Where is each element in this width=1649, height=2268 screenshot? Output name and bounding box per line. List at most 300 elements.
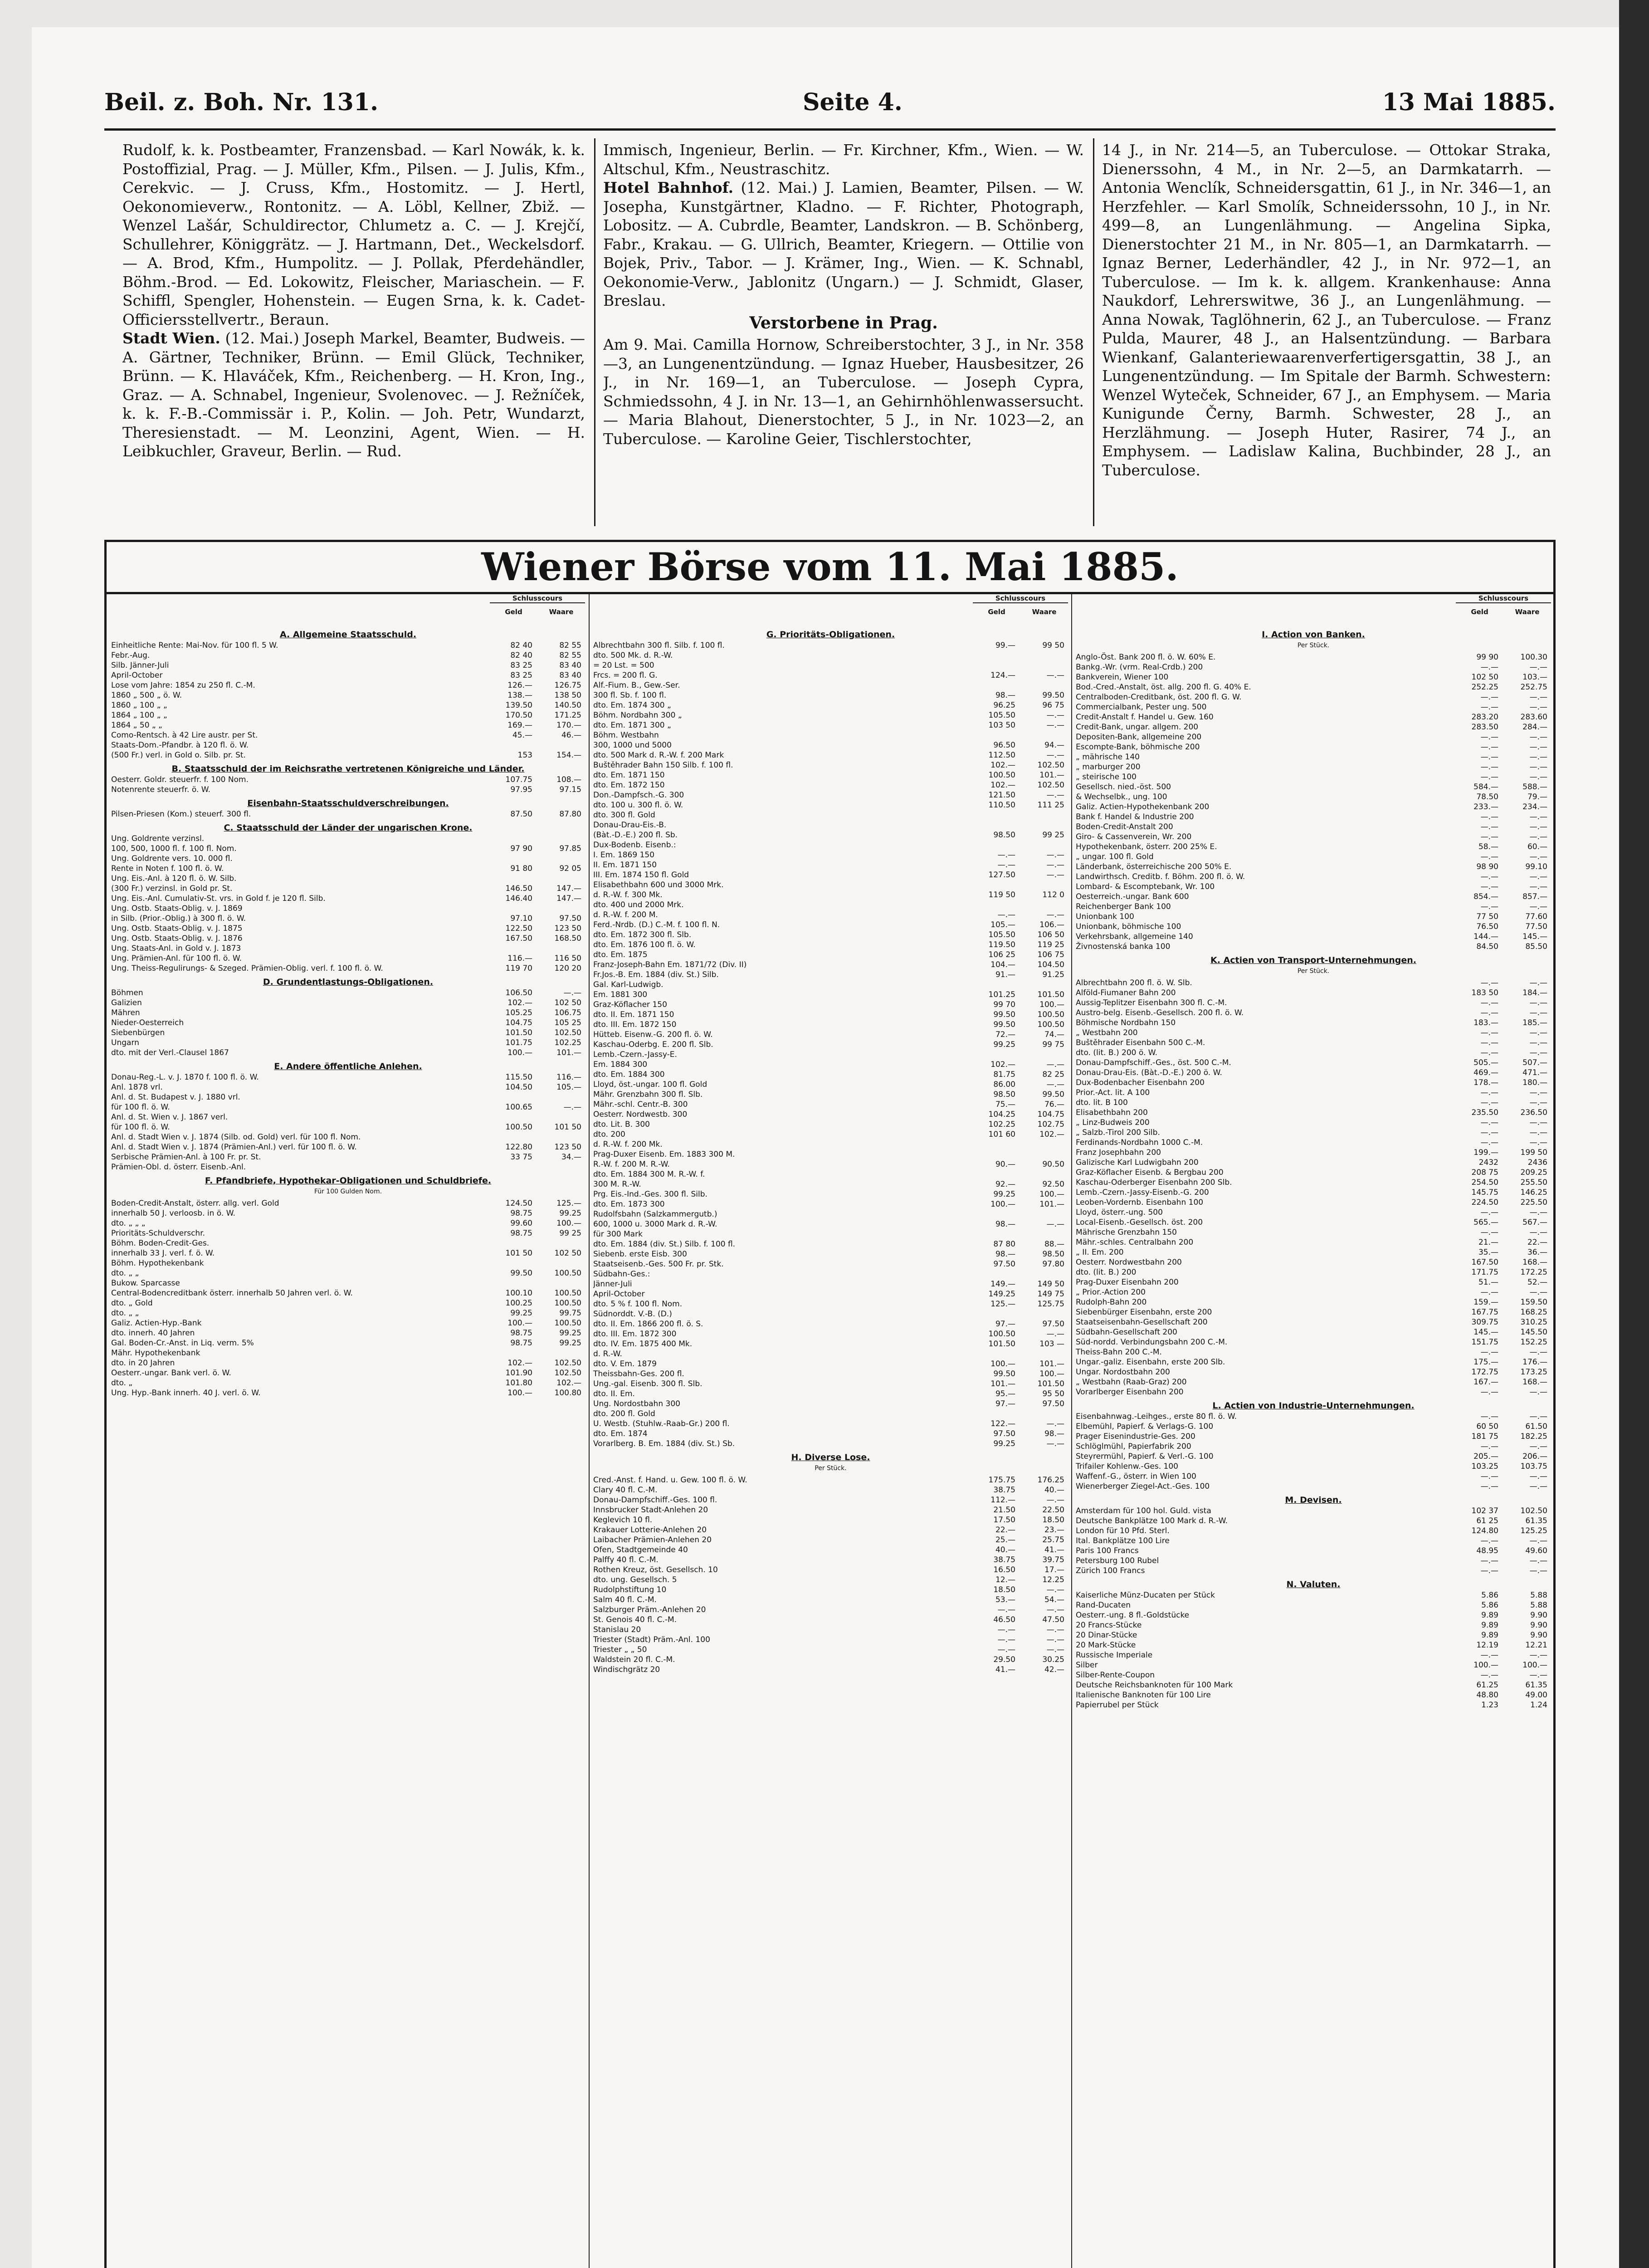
section-subtitle: Für 100 Gulden Nom. xyxy=(314,1188,382,1195)
security-name: Reichenberger Bank 100 xyxy=(1076,902,1171,911)
waare-value xyxy=(1019,1169,1068,1179)
security-name: Schlöglmühl, Papierfabrik 200 xyxy=(1076,1442,1191,1451)
table-row xyxy=(1076,1198,1551,1207)
geld-value: —.— xyxy=(1480,1088,1498,1097)
section-title: N. Valuten. xyxy=(1286,1579,1341,1589)
schlusscours-header: Schlusscours xyxy=(973,594,1068,603)
table-row xyxy=(593,1020,1068,1030)
waare-value: —.— xyxy=(1529,733,1547,742)
security-name: Ung. Prämien-Anl. für 100 fl. ö. W. xyxy=(111,954,242,963)
geld-value: 199.— xyxy=(1473,1148,1498,1157)
security-name: Central-Bodencreditbank österr. innerhalb 50 Jahren verl. ö. W. xyxy=(111,1289,353,1298)
security-name: Einheitliche Rente: Mai-Nov. für 100 fl. 5 W. xyxy=(111,641,278,650)
table-row xyxy=(111,670,585,680)
table-row xyxy=(593,1379,1068,1389)
table-row xyxy=(1076,1377,1551,1387)
geld-value: 17.50 xyxy=(993,1515,1015,1525)
geld-value: —.— xyxy=(1480,872,1498,881)
waare-value: 112 0 xyxy=(1042,890,1064,899)
table-row xyxy=(593,1349,1068,1359)
geld-value: —.— xyxy=(1480,978,1498,987)
geld-value: 102 50 xyxy=(1471,673,1498,682)
table-row xyxy=(1076,1546,1551,1556)
table-row xyxy=(1076,1018,1551,1028)
geld-value: —.— xyxy=(1480,998,1498,1007)
security-name: Trifailer Kohlenw.-Ges. 100 xyxy=(1076,1462,1178,1471)
table-row xyxy=(593,1409,1068,1419)
waare-value: —.— xyxy=(1046,1496,1064,1505)
waare-value: 116.— xyxy=(556,1073,581,1082)
geld-value: 100.50 xyxy=(505,1123,532,1132)
geld-value: 139.50 xyxy=(505,701,532,710)
security-name: Papierrubel per Stück xyxy=(1076,1701,1159,1710)
waare-value xyxy=(536,1278,585,1288)
table-row xyxy=(111,1048,585,1058)
waare-value: 22.— xyxy=(1527,1238,1547,1247)
geld-value: 144.— xyxy=(1473,932,1498,941)
table-row xyxy=(1076,862,1551,872)
geld-value: 138.— xyxy=(507,691,532,700)
waare-value: 180.— xyxy=(1522,1078,1547,1087)
geld-value: 78.50 xyxy=(1476,792,1498,802)
waare-value: 17.— xyxy=(1044,1565,1064,1574)
table-row xyxy=(593,1665,1068,1675)
table-row xyxy=(1076,1118,1551,1128)
security-name: Prag-Duxer Eisenb. Em. 1883 300 M. xyxy=(593,1150,735,1159)
security-name: R.-W. f. 200 M. R.-W. xyxy=(593,1160,670,1169)
security-name: dto. II. Em. xyxy=(593,1389,635,1398)
table-row xyxy=(1076,1367,1551,1377)
geld-value: 181 75 xyxy=(1471,1432,1498,1441)
security-name: „ Prior.-Action 200 xyxy=(1076,1288,1146,1297)
table-row xyxy=(1076,902,1551,912)
security-name: Bukow. Sparcasse xyxy=(111,1279,180,1288)
geld-value: 98.75 xyxy=(510,1209,532,1218)
waare-value: —.— xyxy=(1529,663,1547,672)
table-row xyxy=(593,1475,1068,1485)
waare-value: 95 50 xyxy=(1042,1389,1064,1398)
security-name: 300 M. R.-W. xyxy=(593,1180,641,1189)
waare-value: —.— xyxy=(1529,703,1547,712)
security-name: Alföld-Fiumaner Bahn 200 xyxy=(1076,988,1176,997)
schlusscours-header: Schlusscours xyxy=(1456,594,1551,603)
waare-value: 105.— xyxy=(556,1083,581,1092)
waare-value: 168.— xyxy=(1522,1378,1547,1387)
geld-value: —.— xyxy=(1480,1008,1498,1017)
security-name: Prager Eisenindustrie-Ges. 200 xyxy=(1076,1432,1195,1441)
waare-value: 310.25 xyxy=(1520,1318,1547,1327)
geld-header: Geld xyxy=(1471,608,1488,616)
security-name: Landwirthsch. Creditb. f. Böhm. 200 fl. ö. W. xyxy=(1076,872,1245,881)
waare-value xyxy=(536,1132,585,1142)
geld-value: 100.10 xyxy=(505,1289,532,1298)
waare-value: —.— xyxy=(1529,998,1547,1007)
waare-value: —.— xyxy=(1046,791,1064,800)
waare-value: 102.50 xyxy=(1037,781,1064,790)
security-name: Donau-Drau-Eis.-B. xyxy=(593,821,667,830)
geld-value: 116.— xyxy=(507,954,532,963)
table-row xyxy=(593,1359,1068,1369)
waare-value xyxy=(536,854,585,864)
table-column-divider xyxy=(1071,594,1072,2268)
geld-value: 9.89 xyxy=(1481,1621,1498,1630)
security-name: Paris 100 Francs xyxy=(1076,1546,1139,1555)
table-row xyxy=(111,874,585,884)
table-row xyxy=(593,1605,1068,1615)
table-row xyxy=(1076,1287,1551,1297)
waare-value: 102.50 xyxy=(1520,1506,1547,1515)
security-name: Nieder-Oesterreich xyxy=(111,1018,184,1027)
table-row xyxy=(1076,712,1551,722)
waare-value: 102.50 xyxy=(554,1359,581,1368)
table-row xyxy=(593,1040,1068,1050)
table-row xyxy=(593,1199,1068,1209)
waare-value: —.— xyxy=(1529,1671,1547,1680)
security-name: Galiz. Actien-Hyp.-Bank xyxy=(111,1319,202,1328)
geld-value: 167.50 xyxy=(505,934,532,943)
security-name: dto. 200 fl. Gold xyxy=(593,1409,655,1418)
section-title: C. Staatsschuld der Länder der ungarischen Krone. xyxy=(224,823,473,833)
geld-value: —.— xyxy=(1480,1098,1498,1107)
security-name: Ung. Theiss-Regulirungs- & Szeged. Prämien-Oblig. verl. f. 100 fl. ö. W. xyxy=(111,964,383,973)
geld-value: —.— xyxy=(1480,733,1498,742)
security-name: (Bàt.-D.-E.) 200 fl. Sb. xyxy=(593,831,678,840)
geld-value: —.— xyxy=(997,860,1015,870)
security-name: Ofen, Stadtgemeinde 40 xyxy=(593,1545,688,1554)
waare-value: 168.— xyxy=(1522,1258,1547,1267)
security-name: Boden-Credit-Anstalt, österr. allg. verl. Gold xyxy=(111,1199,279,1208)
security-name: Vorarlberger Eisenbahn 200 xyxy=(1076,1388,1184,1397)
geld-value: 105.25 xyxy=(505,1008,532,1017)
geld-value: 82 40 xyxy=(510,651,532,660)
table-row xyxy=(1076,932,1551,942)
section-title: K. Actien von Transport-Unternehmungen. xyxy=(1210,955,1416,965)
header-page-number: Seite 4. xyxy=(803,88,903,116)
geld-value: —.— xyxy=(1480,852,1498,861)
geld-value: 102.— xyxy=(507,998,532,1007)
waare-value: —.— xyxy=(1529,872,1547,881)
waare-value: 125.— xyxy=(556,1199,581,1208)
geld-value: —.— xyxy=(1480,1138,1498,1147)
security-name: Franz Josephbahn 200 xyxy=(1076,1148,1161,1157)
security-name: Buštěhrader Eisenbahn 500 C.-M. xyxy=(1076,1038,1205,1047)
table-row xyxy=(1076,1600,1551,1610)
waare-value: 40.— xyxy=(1044,1486,1064,1495)
security-name: Staats-Dom.-Pfandbr. à 120 fl. ö. W. xyxy=(111,741,249,750)
table-row xyxy=(1076,1700,1551,1710)
security-name: Graz-Köflacher Eisenb. & Bergbau 200 xyxy=(1076,1168,1224,1177)
deaths-text: 14 J., in Nr. 214—5, an Tuberculose. — Ottokar Straka, Dienerssohn, 4 M., in Nr. 2—5, an Darmkatarrh. — Antonia Wenclík, Schneidersgattin, 61 J., in Nr. 346—1, an Herzfehler. — Karl Smolík, Schneiderssohn, 10 J., in Nr. 499—8, an Lungenlähmung. — Angelina Sipka, Dienerstochter 21 M., in Nr. 805—1, an Darmkatarrh. — Ignaz Berner, Lederhändler, 42 J., in Nr. 972—1, an Tuberculose. — Im k. k. allgem. Krankenhause: Anna Naukdorf, Lehrerswitwe, 36 J., an Lungenlähmung. — Anna Nowak, Taglöhnerin, 62 J., an Tuberculose. — Franz Pulda, Maurer, 48 J., an Halsentzündung. — Barbara Wienkanf, Galanteriewaarenverfertigersgattin, 38 J., an Lungenentzündung. — Im Spitale der Barmh. Schwestern: Wenzel Wyteček, Schneider, 67 J., an Emphysem. — Maria Kunigunde Černy, Barmh. Schwester, 28 J., an Herzlähmung. — Joseph Huter, Rasirer, 74 J., an Emphysem. — Ladislaw Kalina, Buchbinder, 28 J., an Tuberculose. xyxy=(1102,141,1551,479)
table-row xyxy=(111,1278,585,1288)
security-name: St. Genois 40 fl. C.-M. xyxy=(593,1615,677,1624)
geld-value: 175.— xyxy=(1473,1358,1498,1367)
security-name: dto. Em. 1871 150 xyxy=(593,771,665,780)
table-row xyxy=(1076,1357,1551,1367)
table-row xyxy=(593,710,1068,720)
waare-value: 147.— xyxy=(556,884,581,893)
table-row xyxy=(593,890,1068,900)
geld-value xyxy=(487,1092,536,1102)
table-row xyxy=(593,1505,1068,1515)
geld-value: 283.50 xyxy=(1471,723,1498,732)
geld-value: —.— xyxy=(1480,1566,1498,1575)
waare-value: 92.50 xyxy=(1042,1180,1064,1189)
waare-value: —.— xyxy=(1046,870,1064,880)
table-row xyxy=(593,750,1068,760)
waare-value: 99 25 xyxy=(559,1229,581,1238)
security-name: Lloyd, öst.-ungar. 100 fl. Gold xyxy=(593,1080,707,1089)
geld-value: 98.— xyxy=(995,1220,1015,1229)
header-left: Beil. z. Boh. Nr. 131. xyxy=(104,88,379,116)
geld-value: 101.75 xyxy=(505,1038,532,1047)
security-name: dto. III. Em. 1872 150 xyxy=(593,1020,677,1029)
table-row xyxy=(1076,872,1551,882)
section-subtitle: Per Stück. xyxy=(815,1465,847,1472)
waare-value xyxy=(536,1162,585,1172)
table-row xyxy=(593,1319,1068,1329)
security-name: Wienerberger Ziegel-Act.-Ges. 100 xyxy=(1076,1482,1210,1491)
geld-value: —.— xyxy=(1480,882,1498,891)
security-name: Dux-Bodenb. Eisenb.: xyxy=(593,841,676,850)
security-name: Ung. Ostb. Staats-Oblig. v. J. 1876 xyxy=(111,934,243,943)
table-row xyxy=(593,1269,1068,1279)
geld-value: 48.80 xyxy=(1476,1691,1498,1700)
security-name: Ferd.-Nrdb. (D.) C.-M. f. 100 fl. N. xyxy=(593,920,720,929)
security-name: Donau-Dampfschiff.-Ges., öst. 500 C.-M. xyxy=(1076,1058,1231,1067)
geld-value: 87.50 xyxy=(510,810,532,819)
table-row xyxy=(593,1525,1068,1535)
geld-value xyxy=(970,1269,1019,1279)
geld-value: 83 25 xyxy=(510,661,532,670)
geld-value: 235.50 xyxy=(1471,1108,1498,1117)
security-name: Prioritäts-Schuldverschr. xyxy=(111,1229,205,1238)
table-row xyxy=(111,650,585,660)
table-row xyxy=(593,800,1068,810)
table-row xyxy=(111,1338,585,1348)
table-row xyxy=(111,690,585,700)
waare-value: —.— xyxy=(1529,1412,1547,1421)
geld-value: 99.50 xyxy=(993,1020,1015,1029)
waare-value: —.— xyxy=(1529,1228,1547,1237)
table-row xyxy=(593,1515,1068,1525)
geld-value: 92.— xyxy=(995,1180,1015,1189)
geld-value: 21.— xyxy=(1478,1238,1498,1247)
table-row xyxy=(1076,722,1551,732)
security-name: dto. (lit. B.) 200 xyxy=(1076,1268,1137,1277)
geld-value: —.— xyxy=(1480,1348,1498,1357)
geld-value xyxy=(970,660,1019,670)
security-name: Ung. Nordostbahn 300 xyxy=(593,1399,680,1408)
waare-value: —.— xyxy=(1529,1028,1547,1037)
table-row xyxy=(111,1208,585,1218)
table-row xyxy=(1076,1536,1551,1546)
table-row xyxy=(1076,1038,1551,1048)
table-row xyxy=(111,884,585,894)
table-row xyxy=(1076,842,1551,852)
waare-value: 100.50 xyxy=(554,1299,581,1308)
waare-value: 234.— xyxy=(1522,802,1547,811)
table-row xyxy=(593,1299,1068,1309)
table-row xyxy=(593,900,1068,910)
waare-value: 18.50 xyxy=(1042,1515,1064,1525)
waare-value: 159.50 xyxy=(1520,1298,1547,1307)
section-title: B. Staatsschuld der im Reichsrathe vertretenen Königreiche und Länder. xyxy=(171,764,525,774)
security-name: London für 10 Pfd. Sterl. xyxy=(1076,1526,1170,1535)
security-name: dto. Em. 1871 300 „ xyxy=(593,721,671,730)
security-name: dto. II. Em. 1866 200 fl. ö. S. xyxy=(593,1320,703,1329)
security-name: dto. „ „ xyxy=(111,1269,139,1278)
waare-value: 12.25 xyxy=(1042,1575,1064,1584)
waare-value: 83 40 xyxy=(559,671,581,680)
waare-value: —.— xyxy=(1046,751,1064,760)
table-row xyxy=(1076,978,1551,988)
geld-value: 99.25 xyxy=(993,1190,1015,1199)
waare-value: 138 50 xyxy=(554,691,581,700)
table-row xyxy=(111,953,585,963)
security-name: Donau-Dampfschiff.-Ges. 100 fl. xyxy=(593,1496,717,1505)
waare-value: —.— xyxy=(1529,1138,1547,1147)
security-name: dto. IV. Em. 1875 400 Mk. xyxy=(593,1339,693,1349)
geld-value: 97.50 xyxy=(993,1260,1015,1269)
waare-value: 100.50 xyxy=(554,1319,581,1328)
table-row xyxy=(111,1358,585,1368)
waare-value: —.— xyxy=(1529,882,1547,891)
geld-value: 105.50 xyxy=(988,930,1015,939)
geld-value: 104.75 xyxy=(505,1018,532,1027)
security-name: dto. III. Em. 1872 300 xyxy=(593,1330,677,1339)
geld-value xyxy=(487,1112,536,1122)
header-date: 13 Mai 1885. xyxy=(1382,88,1556,116)
table-row xyxy=(1076,1188,1551,1198)
waare-value: 102.25 xyxy=(554,1038,581,1047)
waare-value: 9.90 xyxy=(1530,1621,1547,1630)
security-name: Amsterdam für 100 hol. Guld. vista xyxy=(1076,1506,1211,1515)
table-row xyxy=(1076,1680,1551,1690)
security-name: Buštěhrader Bahn 150 Silb. f. 100 fl. xyxy=(593,761,733,770)
geld-value: 99.50 xyxy=(993,1010,1015,1019)
news-column-2 xyxy=(603,141,1084,522)
waare-value: 236.50 xyxy=(1520,1108,1547,1117)
table-row xyxy=(593,1030,1068,1040)
waare-value: 101 50 xyxy=(554,1123,581,1132)
security-name: Donau-Reg.-L. v. J. 1870 f. 100 fl. ö. W. xyxy=(111,1073,259,1082)
waare-value: 25.75 xyxy=(1042,1535,1064,1545)
table-row xyxy=(593,1229,1068,1239)
security-name: „ Westbahn (Raab-Graz) 200 xyxy=(1076,1378,1187,1387)
waare-value: 103.— xyxy=(1522,673,1547,682)
security-name: Böhm. Nordbahn 300 „ xyxy=(593,711,682,720)
security-name: dto. Em. 1872 300 fl. Slb. xyxy=(593,930,692,939)
security-name: 20 Mark-Stücke xyxy=(1076,1641,1136,1650)
security-name: Mähr.-schles. Centralbahn 200 xyxy=(1076,1238,1194,1247)
waare-value: 176.25 xyxy=(1037,1476,1064,1485)
geld-value: 104.25 xyxy=(988,1110,1015,1119)
security-name: dto. „ „ „ xyxy=(111,1219,146,1228)
security-name: Credit-Bank, ungar. allgem. 200 xyxy=(1076,723,1199,732)
security-name: Mährische Grenzbahn 150 xyxy=(1076,1228,1177,1237)
security-name: Mähr. Grenzbahn 300 fl. Slb. xyxy=(593,1090,703,1099)
security-name: Silber xyxy=(1076,1661,1098,1670)
waare-value: 1.24 xyxy=(1530,1701,1547,1710)
table-row xyxy=(111,988,585,998)
geld-value: 205.— xyxy=(1473,1452,1498,1461)
security-name: Rudolph-Bahn 200 xyxy=(1076,1298,1147,1307)
geld-value: —.— xyxy=(1480,1442,1498,1451)
table-row xyxy=(593,860,1068,870)
waare-value: 82 55 xyxy=(559,651,581,660)
table-row xyxy=(111,1122,585,1132)
security-name: Anglo-Öst. Bank 200 fl. ö. W. 60% E. xyxy=(1076,653,1216,662)
geld-value: 38.75 xyxy=(993,1555,1015,1564)
table-row xyxy=(1076,1277,1551,1287)
waare-value: 46.— xyxy=(561,731,581,740)
security-name: innerhalb 33 J. verl. f. ö. W. xyxy=(111,1249,215,1258)
waare-value: 76.— xyxy=(1044,1100,1064,1109)
table-row xyxy=(593,740,1068,750)
security-name: & Wechselbk., ung. 100 xyxy=(1076,792,1167,802)
security-name: Triester „ „ 50 xyxy=(593,1645,647,1654)
guest-list-text: (12. Mai.) J. Lamien, Beamter, Pilsen. — W. Josepha, Kunstgärtner, Kladno. — F. Richter, Photograph, Lobositz. — A. Cubrdle, Beamter, Landskron. — B. Schönberg, Fabr., Krakau. — G. Ullrich, Beamter, Kriegern. — Ottilie von Bojek, Priv., Tabor. — J. Krämer, Ing., Wien. — K. Schnabl, Oekonomie-Verw., Jablonitz (Ungarn.) — J. Schmidt, Glaser, Breslau. xyxy=(603,179,1084,309)
waare-value xyxy=(1019,1309,1068,1319)
geld-value xyxy=(970,1229,1019,1239)
security-name: Palffy 40 fl. C.-M. xyxy=(593,1555,659,1564)
security-name: Albrechtbahn 300 fl. Silb. f. 100 fl. xyxy=(593,641,725,650)
table-row xyxy=(111,1072,585,1082)
security-name: Triester (Stadt) Präm.-Anl. 100 xyxy=(593,1635,710,1644)
table-row xyxy=(593,1575,1068,1585)
geld-value: 60 50 xyxy=(1476,1422,1498,1431)
security-name: Em. 1881 300 xyxy=(593,990,648,999)
table-row xyxy=(593,1419,1068,1429)
table-row xyxy=(111,963,585,973)
waare-value: —.— xyxy=(1529,1651,1547,1660)
table-row xyxy=(593,880,1068,890)
table-row xyxy=(111,1018,585,1028)
waare-value: —.— xyxy=(1046,671,1064,680)
geld-value: 110.50 xyxy=(988,801,1015,810)
security-name: „ Linz-Budweis 200 xyxy=(1076,1118,1150,1127)
waare-value: 61.50 xyxy=(1525,1422,1547,1431)
geld-value: 100.25 xyxy=(505,1299,532,1308)
security-name: Böhmen xyxy=(111,988,143,997)
table-row xyxy=(111,775,585,785)
security-name: Lemb.-Czern.-Jassy-E. xyxy=(593,1050,677,1059)
table-row xyxy=(593,1169,1068,1179)
waare-value: 61.35 xyxy=(1525,1681,1547,1690)
geld-value: —.— xyxy=(1480,1208,1498,1217)
table-row xyxy=(111,1368,585,1378)
table-column-divider xyxy=(589,594,590,2268)
security-name: Innsbrucker Stadt-Anlehen 20 xyxy=(593,1505,708,1515)
geld-value: 106.50 xyxy=(505,988,532,997)
table-row xyxy=(1076,772,1551,782)
waare-value: 60.— xyxy=(1527,842,1547,851)
waare-value: 126.75 xyxy=(554,681,581,690)
security-name: Mähren xyxy=(111,1008,140,1017)
geld-value: 102 37 xyxy=(1471,1506,1498,1515)
waare-value: 125.25 xyxy=(1520,1526,1547,1535)
security-name: Südbahn-Gesellschaft 200 xyxy=(1076,1328,1177,1337)
security-name: Bod.-Cred.-Anstalt, öst. allg. 200 fl. G. 40% E. xyxy=(1076,683,1251,692)
table-row xyxy=(1076,882,1551,892)
geld-value: 48.95 xyxy=(1476,1546,1498,1555)
geld-value: 171.75 xyxy=(1471,1268,1498,1277)
security-name: (300 Fr.) verzinsl. in Gold pr. St. xyxy=(111,884,233,893)
waare-value: 101.— xyxy=(1039,1200,1064,1209)
geld-value: 151.75 xyxy=(1471,1338,1498,1347)
security-name: Centralboden-Creditbank, öst. 200 fl. G. W. xyxy=(1076,693,1242,702)
security-name: Alf.-Fium. B., Gew.-Ser. xyxy=(593,681,680,690)
